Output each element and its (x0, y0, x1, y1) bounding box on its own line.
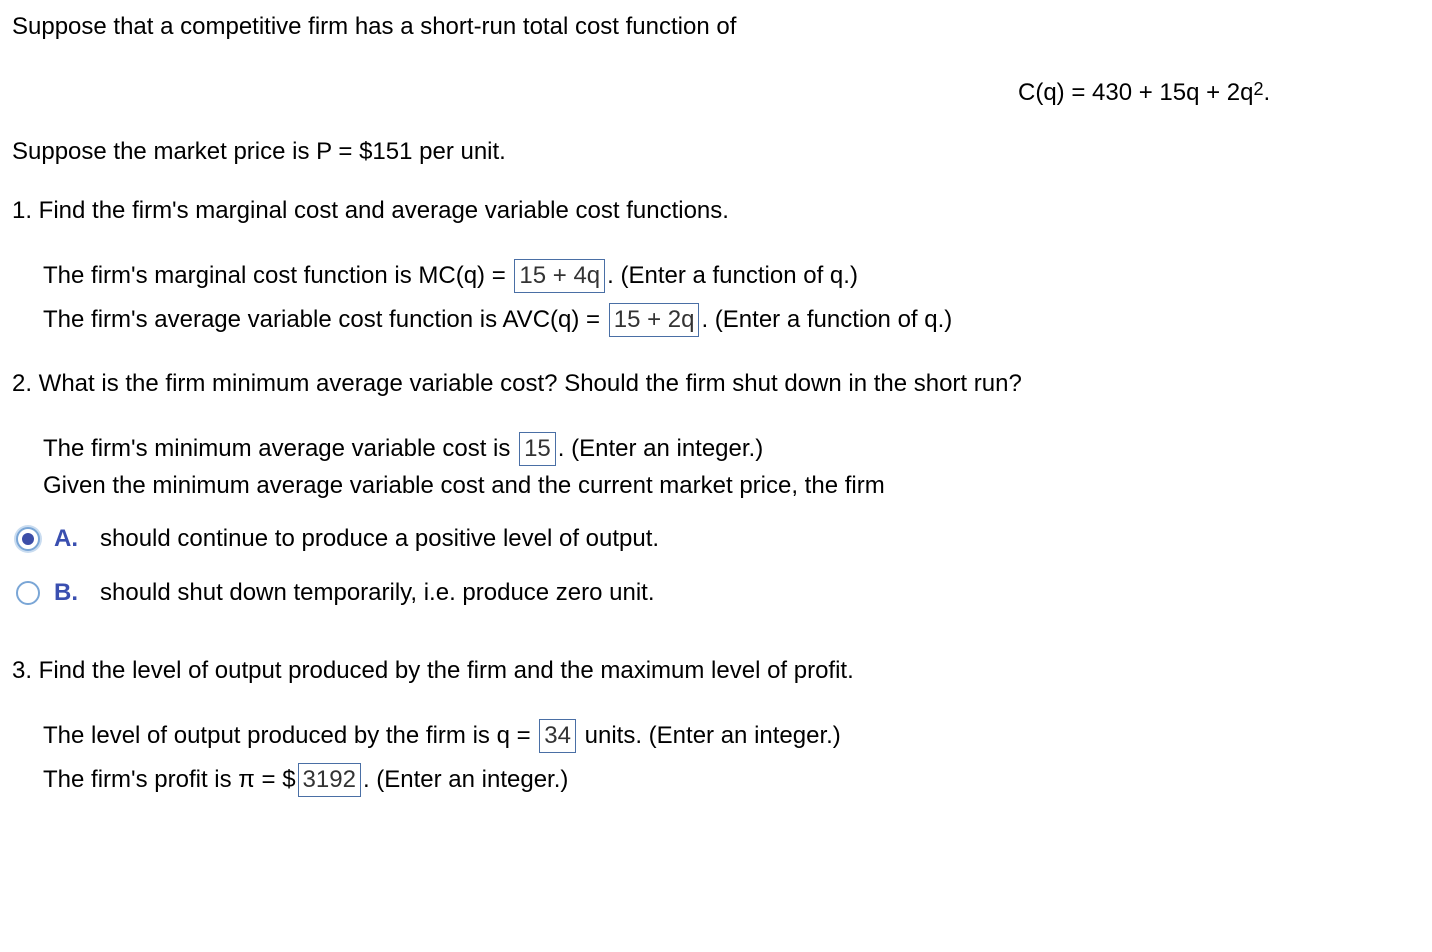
radio-selected-icon[interactable] (16, 527, 40, 551)
min-avc-suffix: . (Enter an integer.) (557, 435, 764, 462)
formula-base: C(q) = 430 + 15q + 2q (1018, 79, 1254, 106)
avc-suffix: . (Enter a function of q.) (701, 306, 953, 333)
profit-row (43, 763, 568, 797)
intro-text: Suppose that a competitive firm has a short-run total cost function of (12, 13, 737, 40)
output-prefix: The level of output produced by the firm is q = (43, 722, 538, 749)
profit-prefix: The firm's profit is π = $ (43, 766, 296, 793)
given-text: Given the minimum average variable cost and the current market price, the firm (43, 472, 885, 499)
min-avc-answer-field[interactable]: 15 (519, 432, 556, 466)
min-avc-prefix: The firm's minimum average variable cost is (43, 435, 518, 462)
avc-prefix: The firm's average variable cost function is AVC(q) = (43, 306, 607, 333)
choice-b[interactable] (16, 578, 655, 608)
question-2: 2. What is the firm minimum average variable cost? Should the firm shut down in the short run? (12, 370, 1022, 397)
avc-answer-field[interactable]: 15 + 2q (609, 303, 700, 337)
profit-answer-field[interactable]: 3192 (298, 763, 361, 797)
choice-a-text: should continue to produce a positive level of output. (100, 525, 660, 552)
avc-row (43, 303, 952, 337)
choice-a[interactable] (16, 524, 659, 554)
profit-suffix: . (Enter an integer.) (362, 766, 569, 793)
formula-exponent: 2 (1253, 79, 1264, 99)
choice-b-text: should shut down temporarily, i.e. produce zero unit. (100, 579, 655, 606)
cost-function-formula (1018, 78, 1270, 108)
mc-prefix: The firm's marginal cost function is MC(q) = (43, 262, 513, 289)
radio-unselected-icon[interactable] (16, 581, 40, 605)
market-price-text: Suppose the market price is P = $151 per unit. (12, 138, 506, 165)
output-answer-field[interactable]: 34 (539, 719, 576, 753)
mc-suffix: . (Enter a function of q.) (607, 262, 858, 289)
mc-answer-field[interactable]: 15 + 4q (514, 259, 605, 293)
question-1: 1. Find the firm's marginal cost and average variable cost functions. (12, 197, 729, 224)
mc-row (43, 259, 858, 293)
choice-a-letter: A. (54, 525, 78, 552)
formula-end: . (1263, 79, 1271, 106)
choice-b-letter: B. (54, 579, 78, 606)
question-3: 3. Find the level of output produced by the firm and the maximum level of profit. (12, 657, 854, 684)
output-row (43, 719, 841, 753)
output-suffix: units. (Enter an integer.) (577, 722, 841, 749)
min-avc-row (43, 432, 763, 466)
